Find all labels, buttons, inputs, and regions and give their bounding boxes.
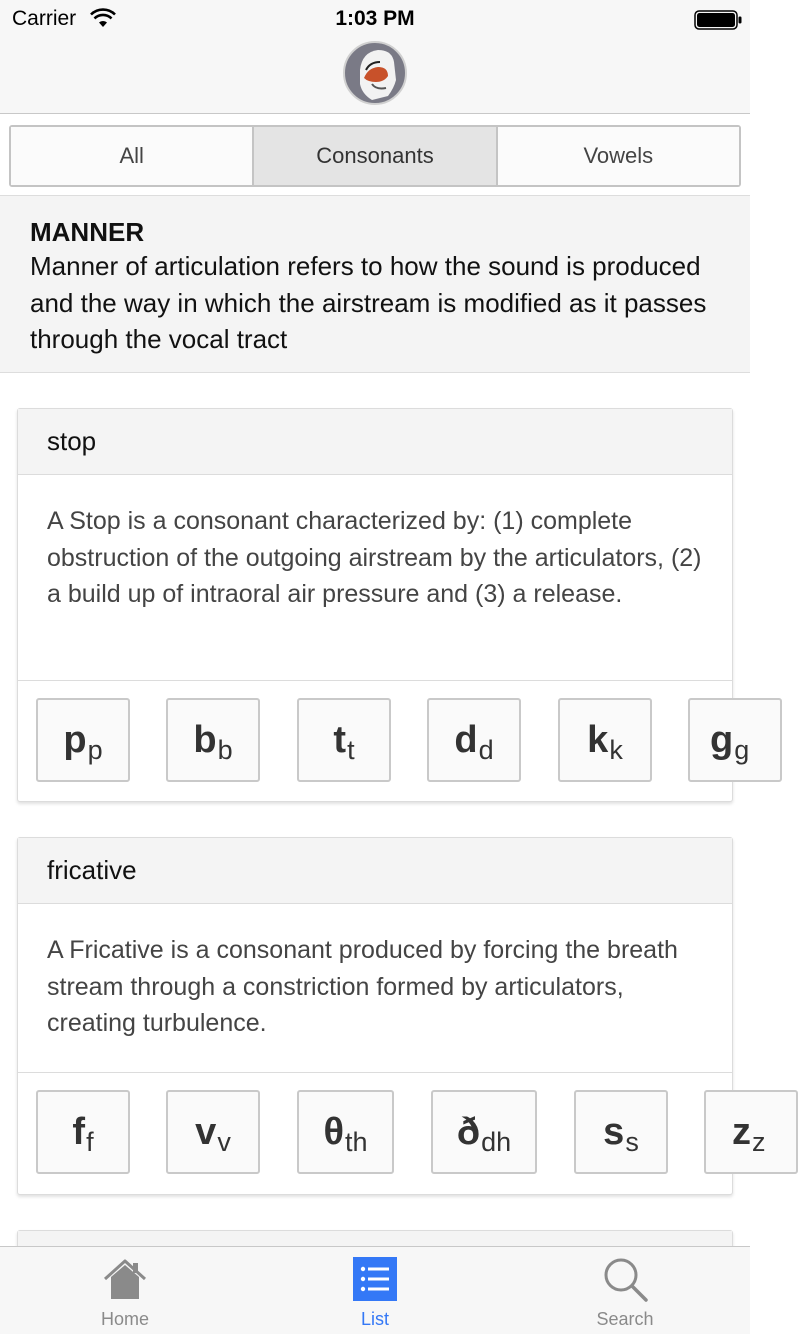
card-title: stop (18, 409, 732, 475)
sound-subscript: t (347, 734, 355, 765)
card-description: A Fricative is a consonant produced by forcing the breath stream through a constriction formed by articulators, creating turbulence. (18, 904, 732, 1073)
sound-button-z[interactable] (704, 1090, 798, 1174)
sound-button-dh[interactable] (431, 1090, 537, 1174)
card-title: fricative (18, 838, 732, 904)
sound-symbol: b (193, 719, 217, 761)
status-bar (0, 0, 750, 40)
sound-button-d[interactable] (427, 698, 521, 782)
tab-label: Search (596, 1309, 654, 1329)
sound-subscript: b (217, 734, 233, 765)
sound-symbol: g (710, 719, 734, 761)
manner-card-fricative (17, 837, 766, 1195)
clock: 1:03 PM (335, 7, 415, 30)
sound-button-k[interactable] (558, 698, 652, 782)
sound-button-v[interactable] (166, 1090, 260, 1174)
sound-subscript: g (734, 734, 750, 765)
content-list[interactable] (0, 374, 766, 1246)
sound-symbol: v (195, 1111, 217, 1153)
sound-subscript: z (752, 1126, 766, 1157)
search-icon (601, 1255, 649, 1303)
home-icon (101, 1255, 149, 1303)
app-logo-icon (342, 40, 408, 106)
category-segmented-control (9, 125, 741, 187)
sound-button-s[interactable] (574, 1090, 668, 1174)
segment-consonants[interactable]: Consonants (254, 127, 497, 185)
sound-symbol: z (732, 1111, 751, 1153)
sound-button-f[interactable] (36, 1090, 130, 1174)
tab-bar (0, 1246, 750, 1334)
sound-button-t[interactable] (297, 698, 391, 782)
nav-bar (0, 40, 750, 114)
sound-symbol: d (454, 719, 478, 761)
sound-symbol: θ (323, 1111, 344, 1153)
card-description: A Stop is a consonant characterized by: (1) complete obstruction of the outgoing airstream by the articulators, (2) a build up of intraoral air pressure and (3) a release. (18, 475, 732, 681)
manner-description: Manner of articulation refers to how the sound is produced and the way in which the airstream is modified as it passes through the vocal tract (30, 251, 707, 354)
carrier-label: Carrier (12, 7, 77, 30)
tab-label: List (360, 1309, 389, 1329)
sound-subscript: p (87, 734, 103, 765)
sound-symbol: k (587, 719, 609, 761)
segment-vowels[interactable]: Vowels (498, 127, 739, 185)
sound-subscript: s (625, 1126, 639, 1157)
sound-subscript: d (478, 734, 494, 765)
tab-label: Home (100, 1309, 149, 1329)
sound-button-th[interactable] (297, 1090, 394, 1174)
sound-symbol: t (333, 719, 347, 761)
manner-card-stop (17, 408, 750, 802)
list-icon (351, 1255, 399, 1303)
sound-subscript: dh (481, 1126, 512, 1157)
sound-subscript: v (217, 1126, 231, 1157)
sound-subscript: th (345, 1126, 368, 1157)
sound-button-p[interactable] (36, 698, 130, 782)
segment-all[interactable]: All (11, 127, 254, 185)
tab-list[interactable] (250, 1247, 500, 1335)
sound-symbol: s (603, 1111, 625, 1153)
sound-subscript: k (609, 734, 623, 765)
tab-home[interactable] (0, 1247, 250, 1335)
tab-search[interactable] (500, 1247, 750, 1335)
battery-icon (694, 10, 742, 30)
sound-symbol: f (72, 1111, 86, 1153)
sound-button-g[interactable] (688, 698, 782, 782)
sound-symbol: ð (456, 1111, 481, 1153)
manner-title: MANNER (30, 217, 145, 247)
sound-subscript: f (86, 1126, 94, 1157)
sound-row[interactable] (18, 1073, 766, 1193)
sound-button-b[interactable] (166, 698, 260, 782)
sound-row[interactable] (18, 681, 750, 801)
sound-symbol: p (63, 719, 87, 761)
manner-header (0, 195, 750, 373)
